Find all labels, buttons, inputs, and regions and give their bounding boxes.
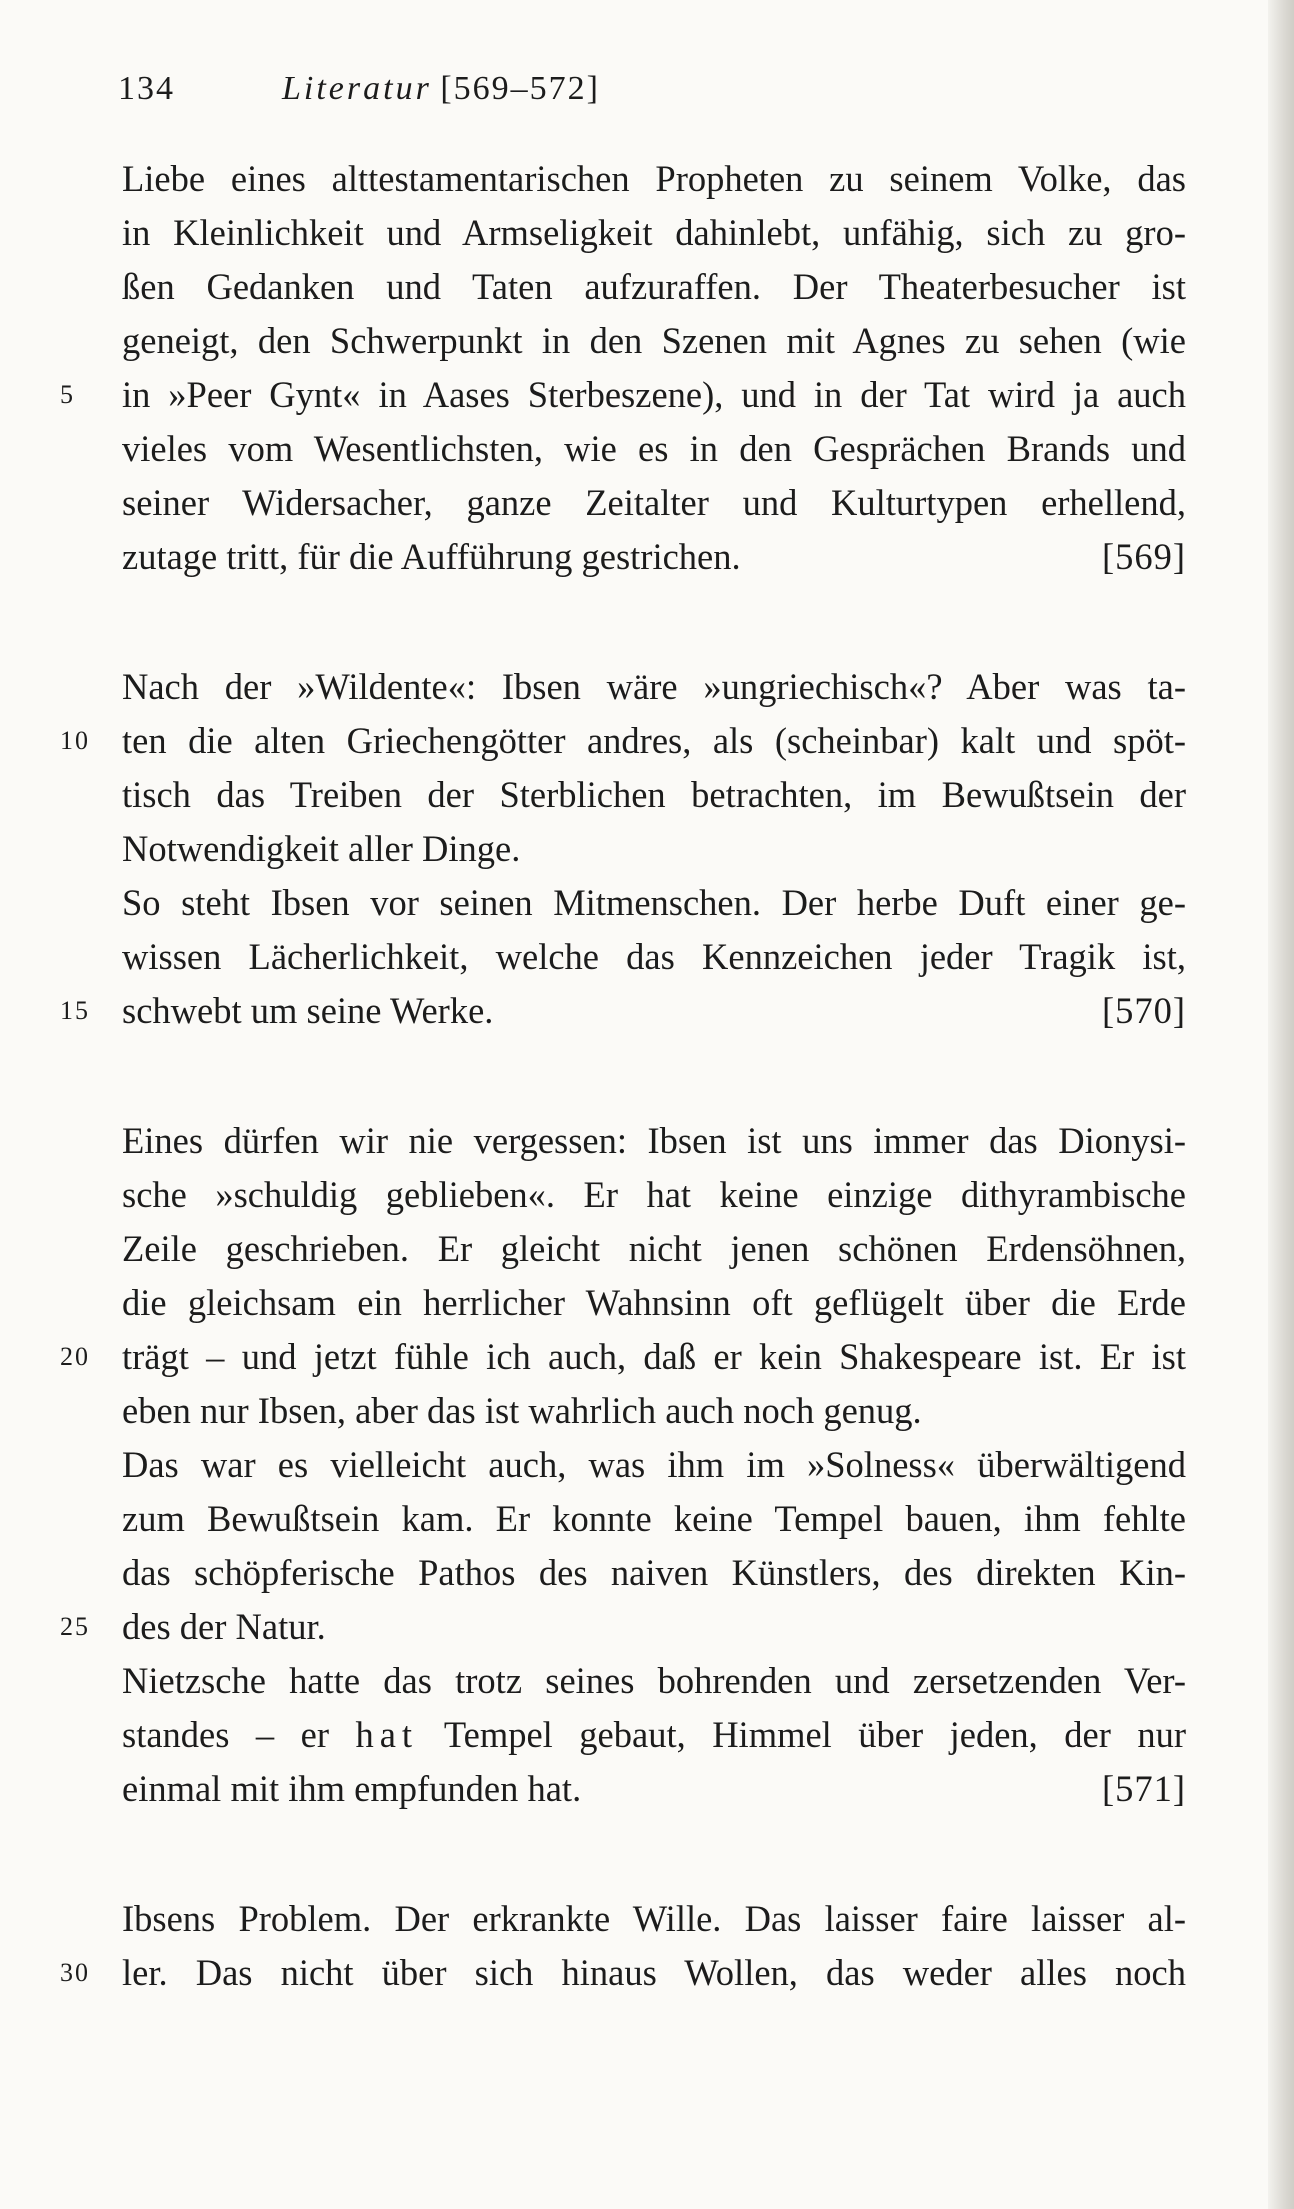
text-line: ler. Das nicht über sich hinaus Wollen, das weder alles noch [122, 1952, 1186, 1993]
text-line: trägt – und jetzt fühle ich auch, daß er kein Shakespeare ist. Er ist [122, 1336, 1186, 1377]
text-line: eben nur Ibsen, aber das ist wahrlich auch noch genug. [122, 1390, 922, 1431]
text-line: vieles vom Wesentlichsten, wie es in den Gesprächen Brands und [122, 428, 1186, 469]
text-fragment: Tempel gebaut, Himmel über jeden, der nur [418, 1714, 1186, 1755]
margin-line-number: 20 [60, 1342, 90, 1371]
text-line: Das war es vielleicht auch, was ihm im »Solness« überwältigend [122, 1444, 1186, 1485]
text-line: die gleichsam ein herrlicher Wahnsinn oft geflügelt über die Erde [122, 1282, 1186, 1323]
text-line-content: schwebt um seine Werke. [122, 990, 494, 1031]
text-line: Eines dürfen wir nie vergessen: Ibsen ist uns immer das Dionysi- [122, 1120, 1186, 1161]
text-line: in »Peer Gynt« in Aases Sterbeszene), und in der Tat wird ja auch [122, 374, 1186, 415]
text-line: Nietzsche hatte das trotz seines bohrenden und zersetzenden Ver- [122, 1660, 1186, 1701]
text-line: zum Bewußtsein kam. Er konnte keine Tempel bauen, ihm fehlte [122, 1498, 1186, 1539]
margin-line-number: 5 [60, 380, 75, 409]
page-number: 134 [118, 70, 175, 107]
margin-line-number: 15 [60, 996, 90, 1025]
text-line-closing [122, 1762, 1186, 1816]
text-line: geneigt, den Schwerpunkt in den Szenen mit Agnes zu sehen (wie [122, 320, 1186, 361]
text-line: So steht Ibsen vor seinen Mitmenschen. Der herbe Duft einer ge- [122, 882, 1186, 923]
page-edge [1268, 0, 1294, 2209]
text-line: ßen Gedanken und Taten aufzuraffen. Der Theaterbesucher ist [122, 266, 1186, 307]
entry-reference: [570] [1101, 990, 1186, 1031]
running-header [118, 64, 600, 114]
text-line: wissen Lächerlichkeit, welche das Kennzeichen jeder Tragik ist, [122, 936, 1186, 977]
emphasized-word: hat [355, 1714, 419, 1755]
text-line: seiner Widersacher, ganze Zeitalter und Kulturtypen erhellend, [122, 482, 1186, 523]
text-line: das schöpferische Pathos des naiven Künstlers, des direkten Kin- [122, 1552, 1186, 1593]
text-line: Liebe eines alttestamentarischen Propheten zu seinem Volke, das [122, 158, 1186, 199]
text-line: sche »schuldig geblieben«. Er hat keine einzige dithyrambische [122, 1174, 1186, 1215]
text-line: Nach der »Wildente«: Ibsen wäre »ungriechisch«? Aber was ta- [122, 666, 1186, 707]
text-fragment: standes – er [122, 1714, 356, 1755]
entry-reference: [571] [1101, 1768, 1186, 1809]
text-line-closing [122, 984, 1186, 1038]
margin-line-number: 30 [60, 1958, 90, 1987]
margin-line-number: 10 [60, 726, 90, 755]
text-line: Zeile geschrieben. Er gleicht nicht jenen schönen Erdensöhnen, [122, 1228, 1186, 1269]
margin-line-number: 25 [60, 1612, 90, 1641]
text-line-emphasis [122, 1708, 1186, 1762]
text-line: Notwendigkeit aller Dinge. [122, 828, 521, 869]
text-line-content: zutage tritt, für die Aufführung gestrichen. [122, 536, 741, 577]
text-line-closing [122, 530, 1186, 584]
text-line: in Kleinlichkeit und Armseligkeit dahinlebt, unfähig, sich zu gro- [122, 212, 1186, 253]
entry-range: [569–572] [440, 70, 600, 107]
text-line-content: einmal mit ihm empfunden hat. [122, 1768, 582, 1809]
text-line: des der Natur. [122, 1606, 326, 1647]
entry-reference: [569] [1101, 536, 1186, 577]
running-title: Literatur [282, 70, 432, 107]
text-line: tisch das Treiben der Sterblichen betrachten, im Bewußtsein der [122, 774, 1186, 815]
text-line: ten die alten Griechengötter andres, als (scheinbar) kalt und spöt- [122, 720, 1186, 761]
text-line: Ibsens Problem. Der erkrankte Wille. Das laisser faire laisser al- [122, 1898, 1186, 1939]
